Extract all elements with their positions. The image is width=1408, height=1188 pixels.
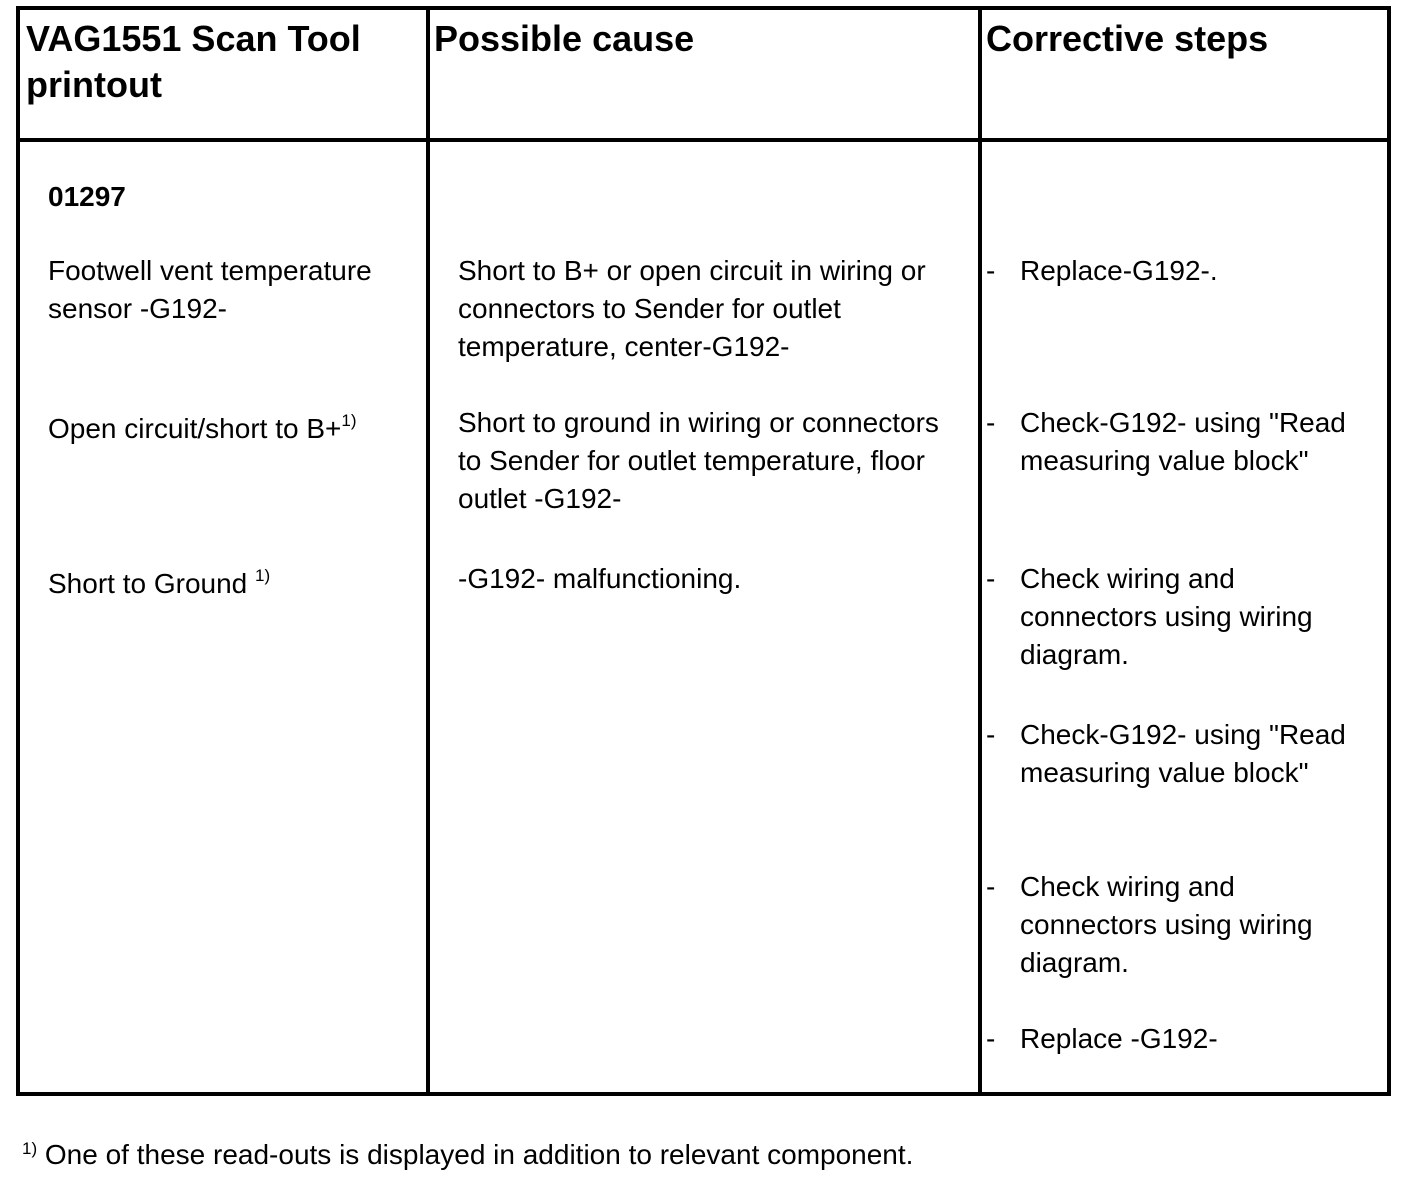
open-circuit-line: Open circuit/short to B+$^{1)}$ [48, 411, 357, 444]
step-item: - Check-G192- using "Read measuring value block" [986, 407, 1346, 476]
step-item: - Check-G192- using "Read measuring value block" [986, 719, 1346, 788]
header-divider [20, 138, 1387, 142]
footnote-ref-2: 1) [255, 566, 271, 585]
column-divider-1 [426, 10, 430, 1092]
column-divider-2 [978, 10, 982, 1092]
step-item: - Replace-G192-. [986, 255, 1218, 286]
footnote-marker: 1) [22, 1139, 38, 1158]
header-corrective-steps: Corrective steps [986, 18, 1269, 59]
step-item: - Check wiring and connectors using wiring diagram. [986, 563, 1313, 670]
step-item: - Check wiring and connectors using wiring diagram. [986, 871, 1313, 978]
footnote-text: One of these read-outs is displayed in addition to relevant component. [37, 1139, 914, 1170]
header-possible-cause: Possible cause [434, 18, 695, 59]
short-ground-line: Short to Ground $^{1)}$ [48, 566, 271, 599]
step-item: - Replace -G192- [986, 1023, 1218, 1054]
footnote-ref-1: 1) [341, 411, 357, 430]
footnote [22, 1136, 913, 1178]
cause-item: Short to B+ or open circuit in wiring or connectors to Sender for outlet temperature, center-G192- [458, 255, 926, 362]
cause-item: Short to ground in wiring or connectors to Sender for outlet temperature, floor outlet -G192- [458, 407, 939, 514]
fault-code: 01297 [48, 181, 126, 212]
component-name: Footwell vent temperature sensor -G192- [48, 255, 372, 324]
cause-item: -G192- malfunctioning. [458, 563, 742, 594]
header-printout: VAG1551 Scan Tool printout [26, 18, 361, 105]
